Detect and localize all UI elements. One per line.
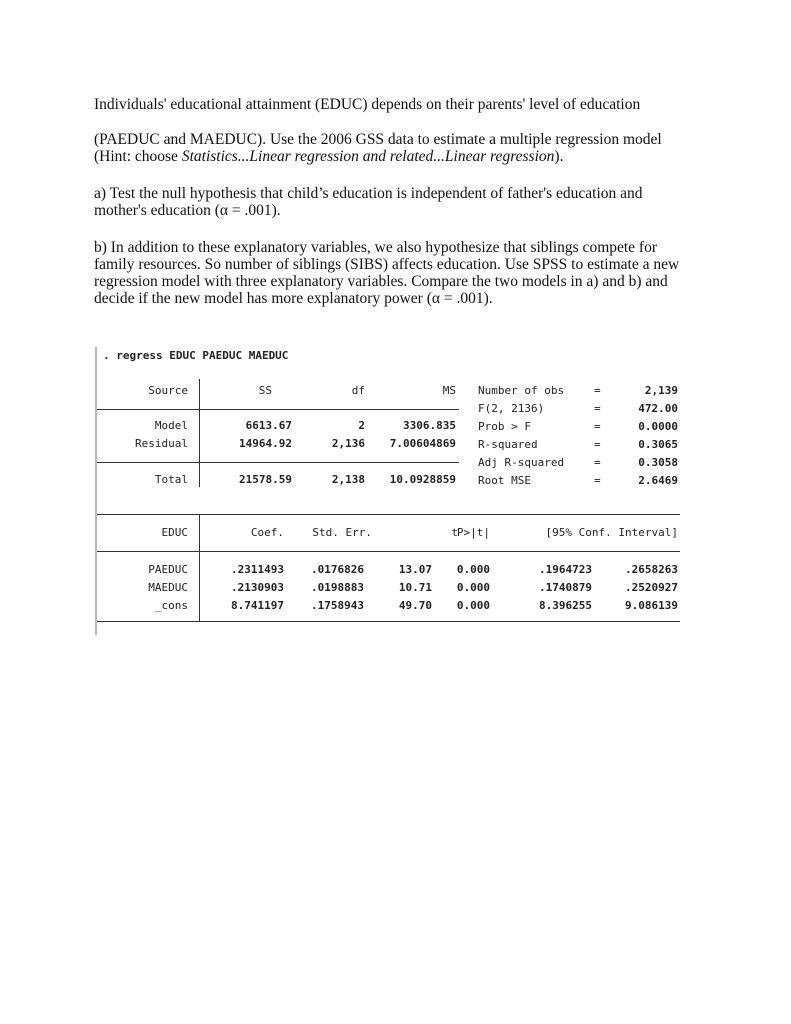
anova-model-source: Model [154, 419, 188, 432]
part-a-line-1: a) Test the null hypothesis that child’s education is independent of father's education and [94, 185, 643, 202]
coef-header-se: Std. Err. [312, 526, 372, 539]
coef-paeduc-se: .0176826 [311, 563, 364, 576]
stat-prob-eq: = [594, 420, 601, 433]
part-b-line-2: family resources. So number of siblings (SIBS) affects education. Use SPSS to estimate a new [94, 256, 680, 273]
coef-paeduc-p: 0.000 [456, 563, 490, 576]
part-a-paragraph [94, 185, 704, 219]
coef-cons-lo: 8.396255 [539, 599, 592, 612]
stat-nobs-eq: = [594, 384, 601, 397]
stat-adjr2-eq: = [594, 456, 601, 469]
intro-paragraph: Individuals' educational attainment (EDUC) depends on their parents' level of education [94, 96, 641, 113]
part-b-line-4: decide if the new model has more explanatory power (α = .001). [94, 290, 493, 307]
coef-cons-t: 49.70 [398, 599, 432, 612]
anova-residual-source: Residual [135, 437, 188, 450]
coef-header-p: P>|t| [456, 526, 490, 539]
model-line-1: (PAEDUC and MAEDUC). Use the 2006 GSS data to estimate a multiple regression model [94, 131, 662, 148]
coef-paeduc-t: 13.07 [398, 563, 432, 576]
coef-header-t: t [451, 526, 458, 539]
coef-cons-coef: 8.741197 [231, 599, 284, 612]
model-line-2: (Hint: choose Statistics...Linear regression and related...Linear regression). [94, 148, 564, 165]
coef-maeduc-t: 10.71 [398, 581, 432, 594]
coef-cons-hi: 9.086139 [625, 599, 678, 612]
part-b-paragraph [94, 239, 704, 307]
stat-rmse-eq: = [594, 474, 601, 487]
stat-f-value: 472.00 [638, 402, 678, 415]
coef-paeduc-var: PAEDUC [148, 563, 188, 576]
anova-residual-ms: 7.00604869 [389, 437, 456, 450]
stat-f-label: F(2, 2136) [478, 402, 545, 415]
coef-cons-var: _cons [154, 599, 188, 612]
anova-total-rule [97, 462, 459, 463]
coef-maeduc-p: 0.000 [456, 581, 490, 594]
question-text [94, 96, 704, 113]
coef-paeduc-coef: .2311493 [231, 563, 284, 576]
stat-nobs-label: Number of obs [478, 384, 565, 397]
coef-header-var: EDUC [161, 526, 188, 539]
anova-header-ms: MS [442, 384, 456, 397]
model-paragraph [94, 131, 704, 165]
anova-header-ss: SS [258, 384, 272, 397]
anova-model-ss: 6613.67 [245, 419, 292, 432]
anova-total-ss: 21578.59 [239, 473, 292, 486]
anova-model-ms: 3306.835 [403, 419, 456, 432]
anova-total-source: Total [154, 473, 188, 486]
coef-maeduc-coef: .2130903 [231, 581, 284, 594]
coef-header-coef: Coef. [250, 526, 284, 539]
stat-prob-label: Prob > F [478, 420, 531, 433]
stat-r2-label: R-squared [478, 438, 538, 451]
stat-f-eq: = [594, 402, 601, 415]
part-b-line-1: b) In addition to these explanatory variables, we also hypothesize that siblings compete for [94, 239, 658, 256]
coef-header-rule [97, 551, 680, 552]
anova-total-df: 2,138 [331, 473, 365, 486]
coef-vertical-rule [199, 514, 200, 622]
part-b-line-3: regression model with three explanatory variables. Compare the two models in a) and b) and [94, 273, 668, 290]
stat-rmse-value: 2.6469 [638, 474, 678, 487]
stat-rmse-label: Root MSE [478, 474, 531, 487]
coef-header-ci: [95% Conf. Interval] [545, 526, 678, 539]
coef-cons-p: 0.000 [456, 599, 490, 612]
coef-maeduc-hi: .2520927 [625, 581, 678, 594]
anova-header-df: df [351, 384, 365, 397]
coef-cons-se: .1758943 [311, 599, 364, 612]
coef-maeduc-lo: .1740879 [539, 581, 592, 594]
stat-adjr2-value: 0.3058 [638, 456, 678, 469]
anova-total-ms: 10.0928859 [389, 473, 456, 486]
stat-prob-value: 0.0000 [638, 420, 678, 433]
anova-header-source: Source [148, 384, 188, 397]
stat-adjr2-label: Adj R-squared [478, 456, 565, 469]
stat-r2-eq: = [594, 438, 601, 451]
part-a-line-2: mother's education (α = .001). [94, 202, 281, 219]
stata-command: . regress EDUC PAEDUC MAEDUC [103, 349, 289, 362]
coef-maeduc-se: .0198883 [311, 581, 364, 594]
coef-bottom-rule [97, 621, 680, 622]
anova-vertical-rule [199, 379, 200, 487]
anova-header-rule [97, 409, 459, 410]
stat-nobs-value: 2,139 [644, 384, 678, 397]
anova-model-df: 2 [358, 419, 365, 432]
coef-top-rule [97, 514, 680, 515]
coef-maeduc-var: MAEDUC [148, 581, 188, 594]
anova-residual-ss: 14964.92 [239, 437, 292, 450]
anova-residual-df: 2,136 [331, 437, 365, 450]
output-left-border [95, 347, 97, 635]
stat-r2-value: 0.3065 [638, 438, 678, 451]
coef-paeduc-hi: .2658263 [625, 563, 678, 576]
coef-paeduc-lo: .1964723 [539, 563, 592, 576]
